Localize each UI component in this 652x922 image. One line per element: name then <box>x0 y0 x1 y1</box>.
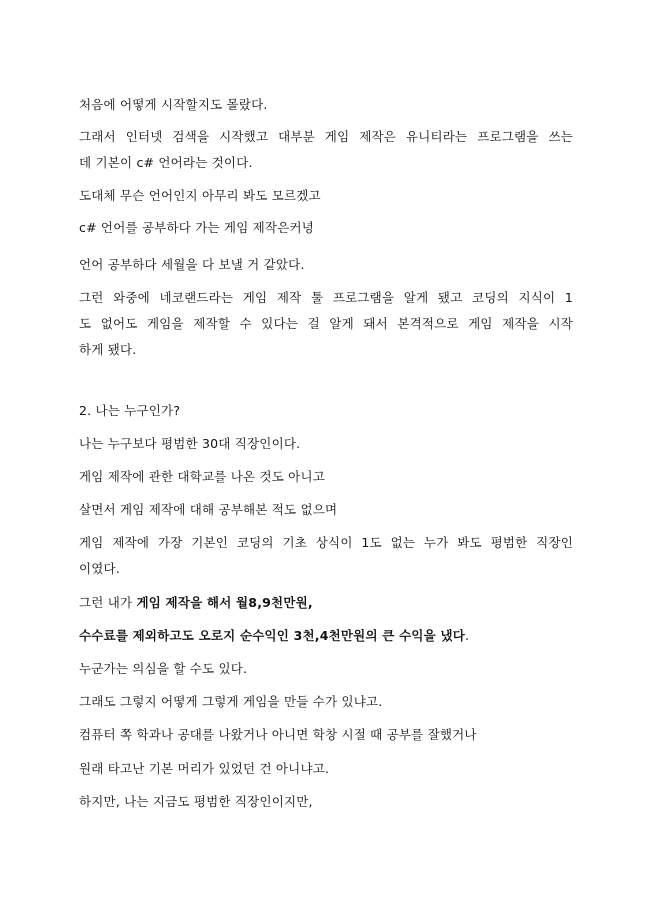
bold-text: 게임 제작을 해서 월8,9천만원, <box>136 595 313 610</box>
paragraph-line: 나는 누구보다 평범한 30대 직장인이다. <box>79 436 301 451</box>
paragraph-line: 하게 됐다. <box>79 342 137 357</box>
paragraph-line: 언어 공부하다 세월을 다 보낼 거 같았다. <box>79 257 305 272</box>
paragraph-line: 살면서 게임 제작에 대해 공부해본 적도 없으며 <box>79 502 338 517</box>
paragraph-line: 그래서 인터넷 검색을 시작했고 대부분 게임 제작은 유니티라는 프로그램을 쓰는 <box>79 129 573 144</box>
paragraph-line: 컴퓨터 쪽 학과나 공대를 나왔거나 아니면 학창 시절 때 공부를 잘했거나 <box>79 727 477 742</box>
paragraph-line: 처음에 어떻게 시작할지도 몰랐다. <box>79 97 268 112</box>
paragraph-line: 누군가는 의심을 할 수도 있다. <box>79 661 248 676</box>
paragraph-line: 데 기본이 c# 언어라는 것이다. <box>79 155 253 170</box>
paragraph-line-mixed <box>79 595 313 611</box>
paragraph-line: 그런 와중에 네코랜드라는 게임 제작 툴 프로그램을 알게 됐고 코딩의 지식이 1 <box>79 290 573 305</box>
paragraph-line-mixed <box>79 628 469 644</box>
bold-text: 수수료를 제외하고도 오로지 순수익인 3천,4천만원의 큰 수익을 냈다 <box>79 628 466 643</box>
paragraph-line: 그래도 그렇지 어떻게 그렇게 게임을 만들 수가 있냐고. <box>79 694 383 709</box>
section-heading: 2. 나는 누구인가? <box>79 403 181 418</box>
paragraph-line: 하지만, 나는 지금도 평범한 직장인이지만, <box>79 794 313 809</box>
paragraph-line: 이였다. <box>79 561 120 576</box>
paragraph-line: c# 언어를 공부하다 가는 게임 제작은커녕 <box>79 220 315 235</box>
plain-text: . <box>465 628 470 643</box>
plain-text: 그런 내가 <box>79 595 137 610</box>
paragraph-line: 도 없어도 게임을 제작할 수 있다는 걸 알게 돼서 본격적으로 게임 제작을 시작 <box>79 316 573 331</box>
paragraph-line: 원래 타고난 기본 머리가 있었던 건 아니냐고. <box>79 761 330 776</box>
paragraph-line: 도대체 무슨 언어인지 아무리 봐도 모르겠고 <box>79 188 321 203</box>
paragraph-line: 게임 제작에 관한 대학교를 나온 것도 아니고 <box>79 469 325 484</box>
paragraph-line: 게임 제작에 가장 기본인 코딩의 기초 상식이 1도 없는 누가 봐도 평범한 직장인 <box>79 535 573 550</box>
